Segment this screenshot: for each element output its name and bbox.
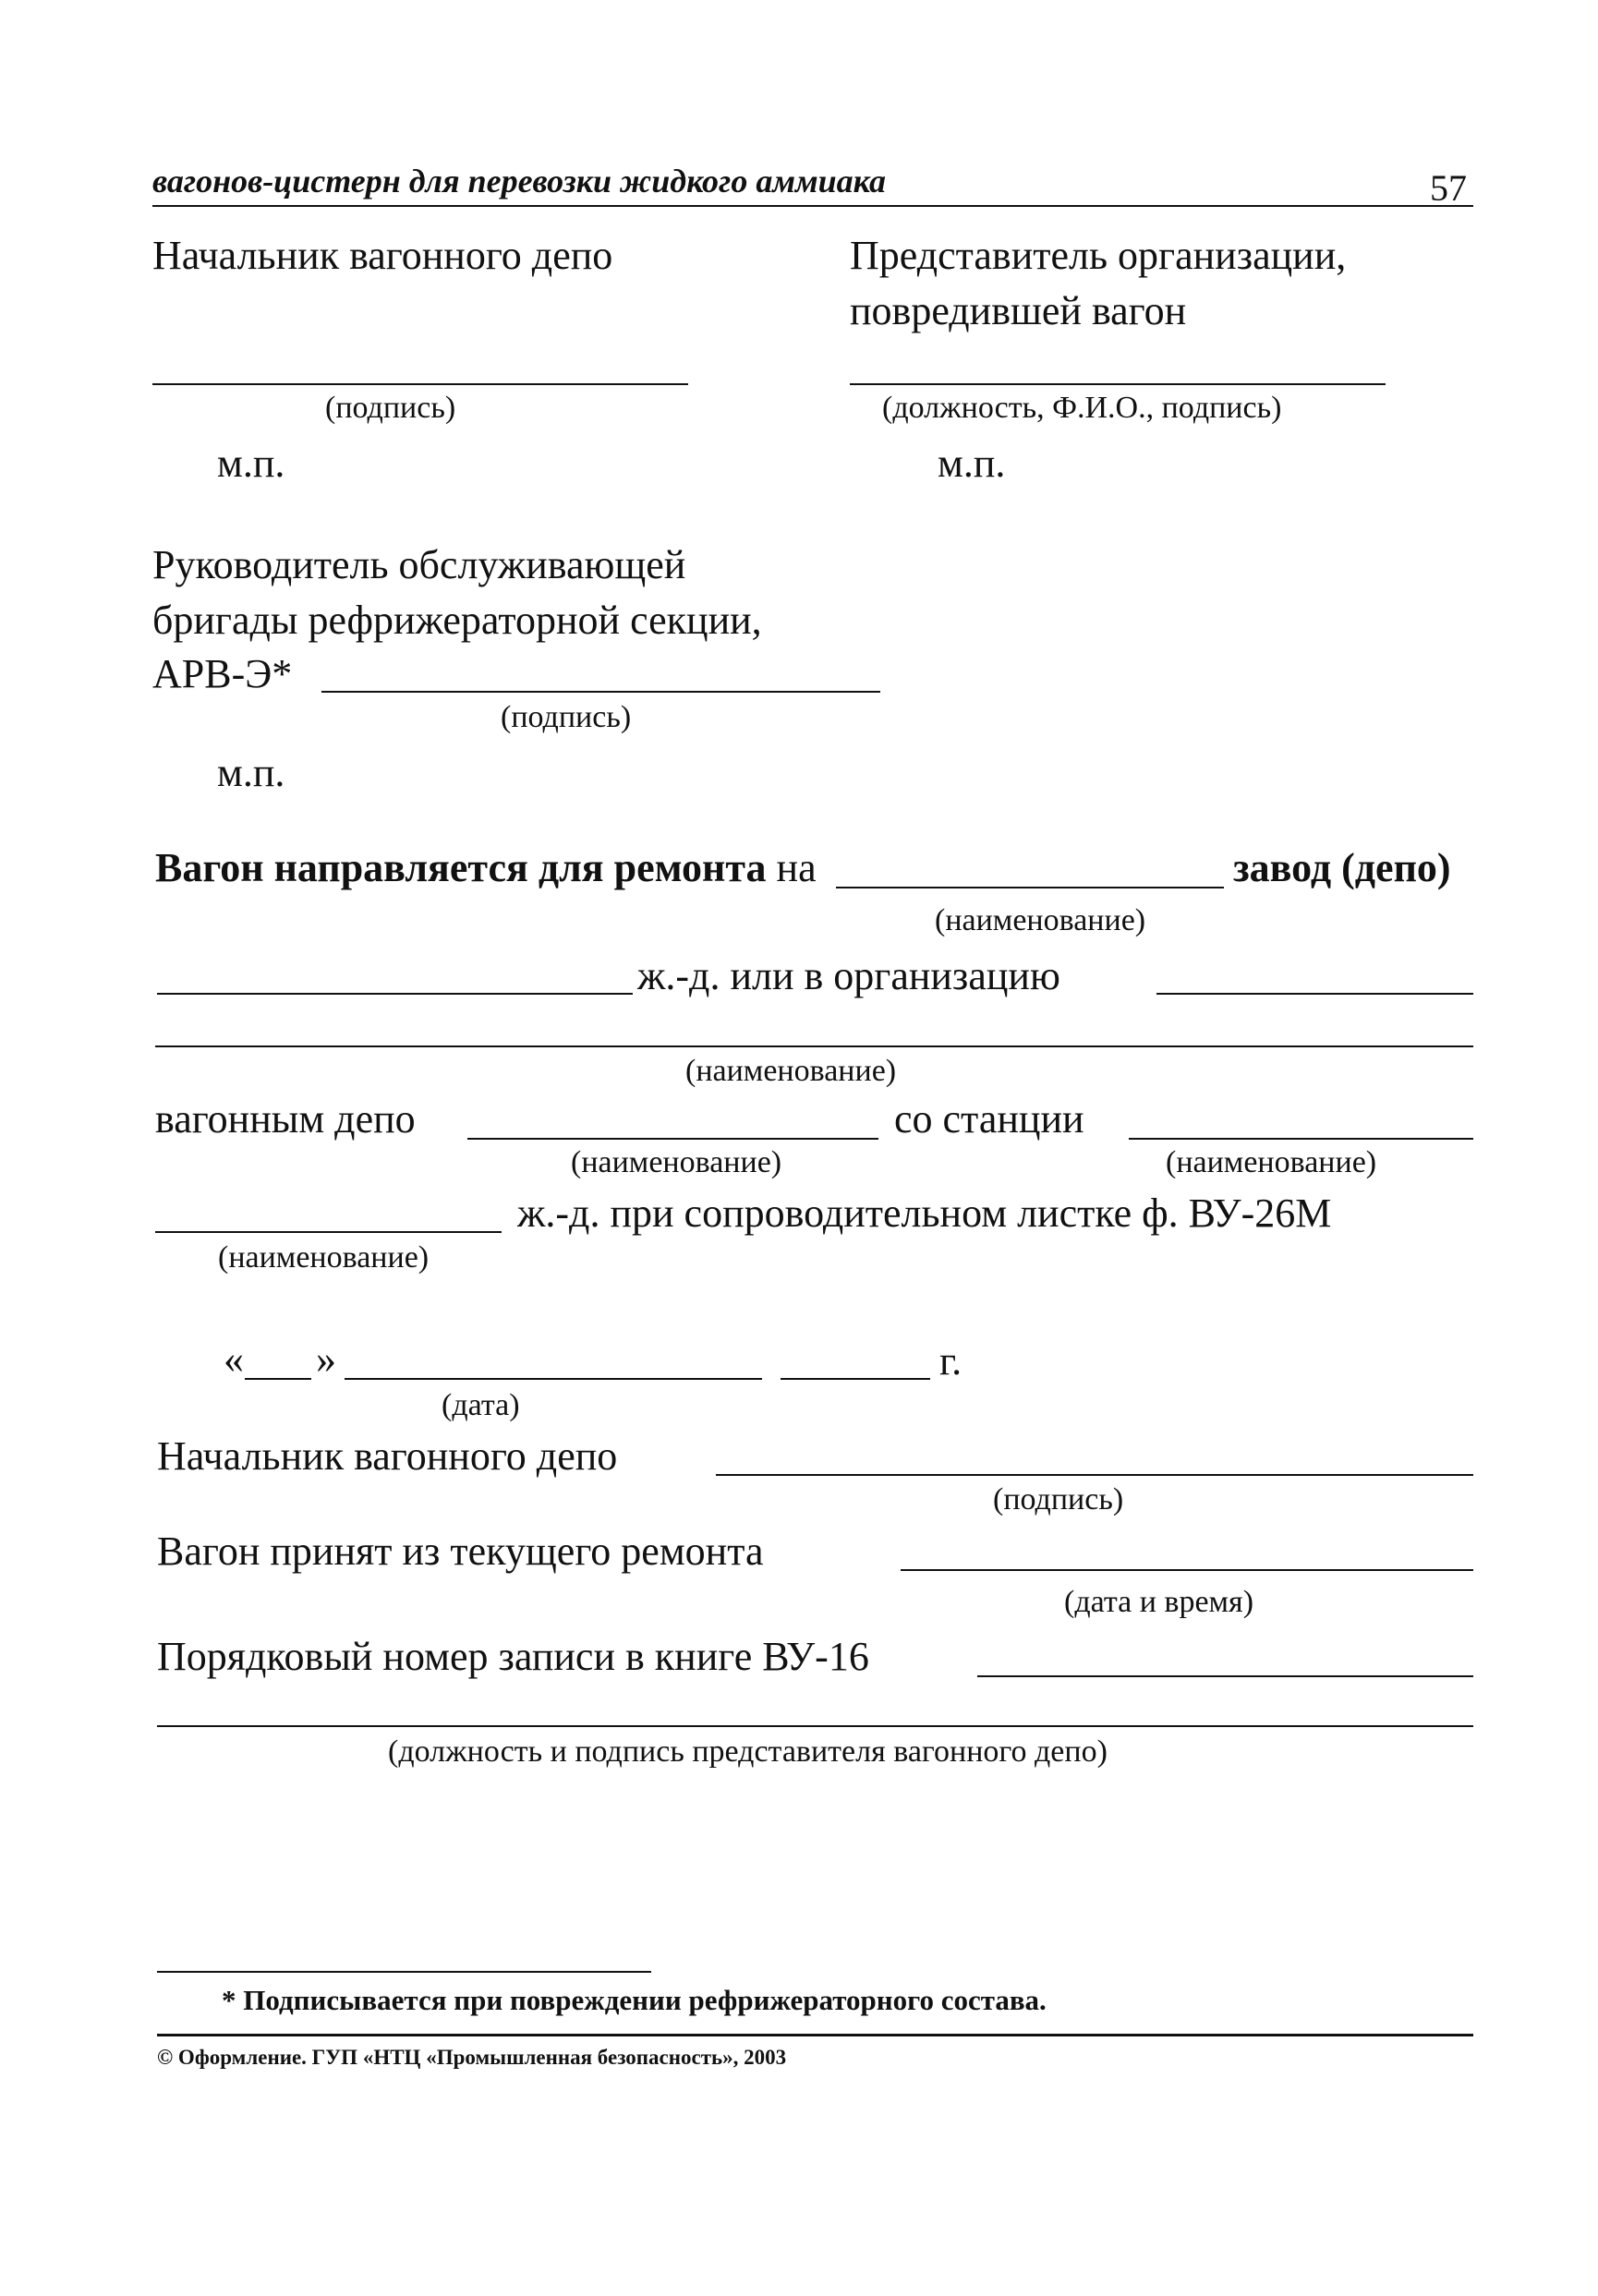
- depot-chief-seal-mark: м.п.: [217, 441, 285, 486]
- date-quote-close: »: [316, 1336, 336, 1382]
- reefer-head-label-1: Руководитель обслуживающей: [152, 542, 686, 587]
- factory-depot-label: завод (депо): [1233, 845, 1451, 890]
- railway-org-label: ж.-д. или в организацию: [637, 953, 1060, 998]
- year-suffix: г.: [939, 1338, 962, 1384]
- page-number: 57: [1430, 167, 1467, 209]
- org-rep-signature-line: [850, 383, 1386, 385]
- factory-name-line: [836, 887, 1224, 888]
- reefer-head-seal-mark: м.п.: [217, 750, 285, 795]
- record-number-line: [977, 1675, 1473, 1677]
- organization-name-caption: (наименование): [685, 1054, 897, 1088]
- date-caption: (дата): [442, 1388, 520, 1422]
- depot-chief-signature-caption-2: (подпись): [993, 1482, 1124, 1517]
- accepted-from-repair-label: Вагон принят из текущего ремонта: [157, 1529, 764, 1574]
- depot-chief-signature-line: [152, 383, 688, 385]
- depot-rep-signature-line: [157, 1725, 1473, 1727]
- repair-depot-name-caption: (наименование): [571, 1145, 782, 1179]
- running-header: вагонов-цистерн для перевозки жидкого аммиака: [152, 163, 887, 199]
- depot-rep-signature-caption: (должность и подпись представителя вагонного депо): [388, 1734, 1108, 1769]
- railway-name-caption: (наименование): [218, 1240, 430, 1275]
- railway-name-line-2: [155, 1231, 502, 1233]
- year-line: [781, 1378, 930, 1380]
- day-line: [245, 1378, 311, 1380]
- repair-direction-line: [155, 845, 817, 890]
- date-quote-open: «: [224, 1336, 244, 1382]
- org-rep-signature-caption: (должность, Ф.И.О., подпись): [882, 391, 1282, 425]
- header-rule: [152, 205, 1473, 207]
- accepted-datetime-line: [901, 1569, 1473, 1571]
- org-rep-seal-mark: м.п.: [938, 441, 1006, 486]
- reefer-head-signature-line: [321, 691, 880, 693]
- damaging-org-rep-label-1: Представитель организации,: [850, 233, 1347, 278]
- depot-chief-signature-line-2: [716, 1474, 1473, 1476]
- repair-depot-label: вагонным депо: [155, 1096, 416, 1142]
- month-line: [345, 1378, 762, 1380]
- depot-chief-signature-caption: (подпись): [325, 391, 456, 425]
- repair-direction-lead: Вагон направляется для ремонта: [155, 845, 767, 890]
- repair-direction-preposition: на: [776, 845, 817, 890]
- from-station-label: со станции: [894, 1096, 1084, 1142]
- depot-chief-label: Начальник вагонного депо: [152, 233, 613, 278]
- reefer-head-label-2: бригады рефрижераторной секции,: [152, 598, 762, 643]
- accepted-datetime-caption: (дата и время): [1064, 1585, 1254, 1619]
- reefer-head-label-3: АРВ-Э*: [152, 651, 293, 696]
- damaging-org-rep-label-2: повредившей вагон: [850, 288, 1187, 333]
- repair-depot-name-line: [467, 1138, 878, 1140]
- factory-name-caption: (наименование): [935, 903, 1146, 937]
- depot-chief-label-2: Начальник вагонного депо: [157, 1433, 618, 1479]
- footnote-rule: [157, 1971, 651, 1973]
- copyright-rule: [157, 2034, 1473, 2036]
- reefer-head-signature-caption: (подпись): [501, 700, 632, 734]
- station-name-line: [1129, 1138, 1473, 1140]
- station-name-caption: (наименование): [1166, 1145, 1377, 1179]
- railway-name-line-1: [157, 993, 633, 995]
- footnote-text: * Подписывается при повреждении рефрижераторного состава.: [222, 1984, 1047, 2016]
- accompanying-sheet-label: ж.-д. при сопроводительном листке ф. ВУ-26М: [517, 1190, 1332, 1236]
- organization-name-line: [1156, 993, 1473, 995]
- organization-name-line-2: [155, 1045, 1473, 1047]
- record-number-label: Порядковый номер записи в книге ВУ-16: [157, 1634, 869, 1679]
- copyright-text: © Оформление. ГУП «НТЦ «Промышленная безопасность», 2003: [157, 2046, 787, 2069]
